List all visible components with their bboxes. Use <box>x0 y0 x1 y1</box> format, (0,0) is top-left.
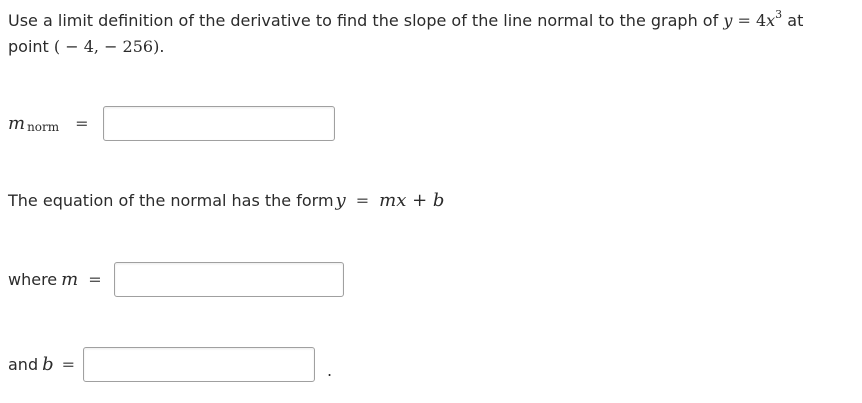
problem-statement <box>8 8 848 60</box>
point-label: point <box>8 37 54 56</box>
and-b-symbol: b <box>42 354 54 375</box>
and-label: and <box>8 355 39 374</box>
normal-form-text: The equation of the normal has the form <box>8 191 334 210</box>
where-m-equals: = <box>88 270 102 289</box>
problem-text: Use a limit definition of the derivative to find the slope of the line normal to the graph of <box>8 11 724 30</box>
problem-period: . <box>159 37 165 56</box>
m-norm-row <box>8 106 335 141</box>
and-b-period: . <box>327 361 333 380</box>
coefficient: 4 <box>755 11 767 30</box>
normal-equals: = <box>355 191 370 210</box>
where-m-input[interactable] <box>114 262 344 297</box>
exponent: 3 <box>775 8 783 21</box>
normal-y-variable: y <box>335 190 346 211</box>
equals-sign: = <box>737 11 751 30</box>
and-b-row <box>8 347 332 382</box>
at-text: at <box>782 11 804 30</box>
point-line <box>8 34 848 60</box>
normal-rhs: mx + b <box>379 190 445 211</box>
and-b-equals: = <box>61 355 76 374</box>
where-m-row <box>8 262 344 297</box>
m-norm-input[interactable] <box>103 106 335 141</box>
where-label: where <box>8 270 58 289</box>
m-norm-subscript: norm <box>27 119 60 134</box>
point-coordinates: ( − 4, − 256) <box>53 37 160 56</box>
m-norm-symbol: m <box>8 113 26 134</box>
where-m-symbol: m <box>61 269 79 290</box>
m-norm-equals: = <box>75 114 89 133</box>
normal-form-row <box>8 190 444 211</box>
and-b-input[interactable] <box>83 347 315 382</box>
x-variable: x <box>766 11 776 30</box>
y-variable: y <box>723 11 733 30</box>
